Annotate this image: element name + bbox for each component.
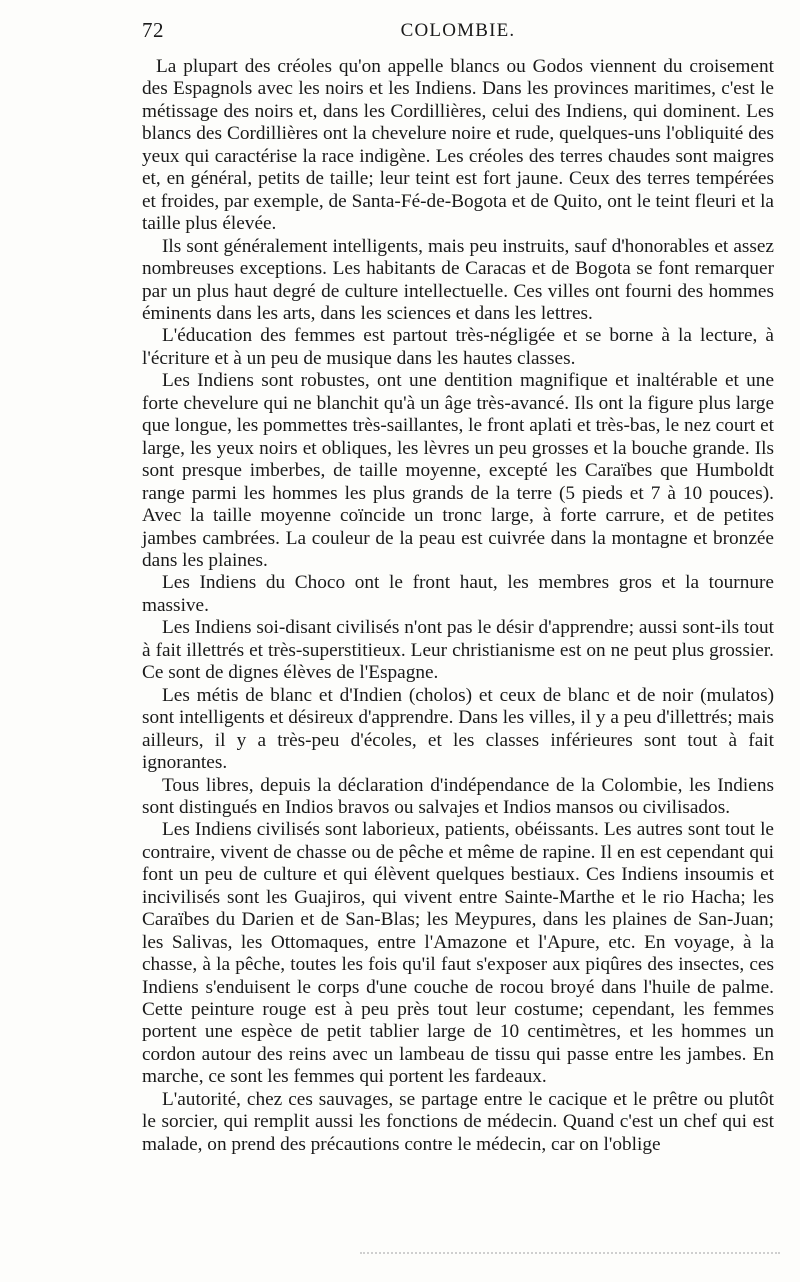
- scan-noise-line: [360, 1252, 780, 1258]
- paragraph-3: L'éducation des femmes est partout très-négligée et se borne à la lecture, à l'écriture et à un peu de musique dans les hautes classes.: [142, 325, 774, 369]
- page-number: 72: [142, 18, 164, 42]
- paragraph-2: Ils sont généralement intelligents, mais peu instruits, sauf d'honorables et assez nombreuses exceptions. Les habitants de Caracas et de Bogota se font remarquer par un plus haut degré de culture intellectuelle. Ces villes ont fourni des hommes éminents dans les arts, dans les sciences et dans les lettres.: [142, 235, 774, 324]
- paragraph-5: Les Indiens du Choco ont le front haut, les membres gros et la tournure massive.: [142, 572, 774, 616]
- paragraph-8: Tous libres, depuis la déclaration d'indépendance de la Colombie, les Indiens sont distingués en Indios bravos ou salvajes et Indios mansos ou civilisados.: [142, 774, 774, 818]
- paragraph-7: Les métis de blanc et d'Indien (cholos) et ceux de blanc et de noir (mulatos) sont intelligents et désireux d'apprendre. Dans les villes, il y a peu d'illettrés; mais ailleurs, il y a très-peu d'écoles, et les classes inférieures sont tout à fait ignorantes.: [142, 684, 774, 774]
- paragraph-6: Les Indiens soi-disant civilisés n'ont pas le désir d'apprendre; aussi sont-ils tout à fait illettrés et très-superstitieux. Leur christianisme est on ne peut plus grossier. Ce sont de dignes élèves de l'Espagne.: [142, 617, 774, 684]
- paragraph-10: L'autorité, chez ces sauvages, se partage entre le cacique et le prêtre ou plutôt le sorcier, qui remplit aussi les fonctions de médecin. Quand c'est un chef qui est malade, on prend des précautions contre le médecin, car on l'oblige: [142, 1088, 774, 1155]
- running-title: COLOMBIE.: [400, 20, 516, 41]
- body-text: [142, 56, 774, 1156]
- paragraph-1: La plupart des créoles qu'on appelle blancs ou Godos viennent du croisement des Espagnols avec les noirs et les Indiens. Dans les provinces maritimes, c'est le métissage des noirs et, dans les Cordillières, celui des Indiens, qui dominent. Les blancs des Cordillières ont la chevelure noire et rude, quelques-uns l'obliquité des yeux qui caractérise la race indigène. Les créoles des terres chaudes sont maigres et, en général, petits de taille; leur teint est fort jaune. Ceux des terres tempérées et froides, par exemple, de Santa-Fé-de-Bogota et de Quito, ont le teint fleuri et la taille plus élevée.: [142, 56, 774, 235]
- paragraph-4: Les Indiens sont robustes, ont une dentition magnifique et inaltérable et une forte chevelure qui ne blanchit qu'à un âge très-avancé. Ils ont la figure plus large que longue, les pommettes très-saillantes, le front aplati et très-bas, le nez court et large, les yeux noirs et obliques, les lèvres un peu grosses et la bouche grande. Ils sont presque imberbes, de taille moyenne, excepté les Caraïbes que Humboldt range parmi les hommes les plus grands de la terre (5 pieds et 7 à 10 pouces). Avec la taille moyenne coïncide un tronc large, à forte carrure, et de petites jambes cambrées. La couleur de la peau est cuivrée dans la montagne et bronzée dans les plaines.: [142, 370, 774, 571]
- page-header: [142, 18, 774, 48]
- paragraph-9: Les Indiens civilisés sont laborieux, patients, obéissants. Les autres sont tout le contraire, vivent de chasse ou de pêche et même de rapine. Il en est cependant qui font un peu de culture et qui élèvent quelques bestiaux. Ces Indiens insoumis et incivilisés sont les Guajiros, qui vivent entre Sainte-Marthe et le rio Hacha; les Caraïbes du Darien et de San-Blas; les Meypures, dans les plaines de San-Juan; les Salivas, les Ottomaques, entre l'Amazone et l'Apure, etc. En voyage, à la chasse, à la pêche, toutes les fois qu'il faut s'exposer aux piqûres des insectes, ces Indiens s'enduisent le corps d'une couche de rocou broyé dans l'huile de palme. Cette peinture rouge est à peu près tout leur costume; cependant, les femmes portent une espèce de petit tablier large de 10 centimètres, et les hommes un cordon autour des reins avec un lambeau de tissu qui passe entre les jambes. En marche, ce sont les femmes qui portent les fardeaux.: [142, 819, 774, 1088]
